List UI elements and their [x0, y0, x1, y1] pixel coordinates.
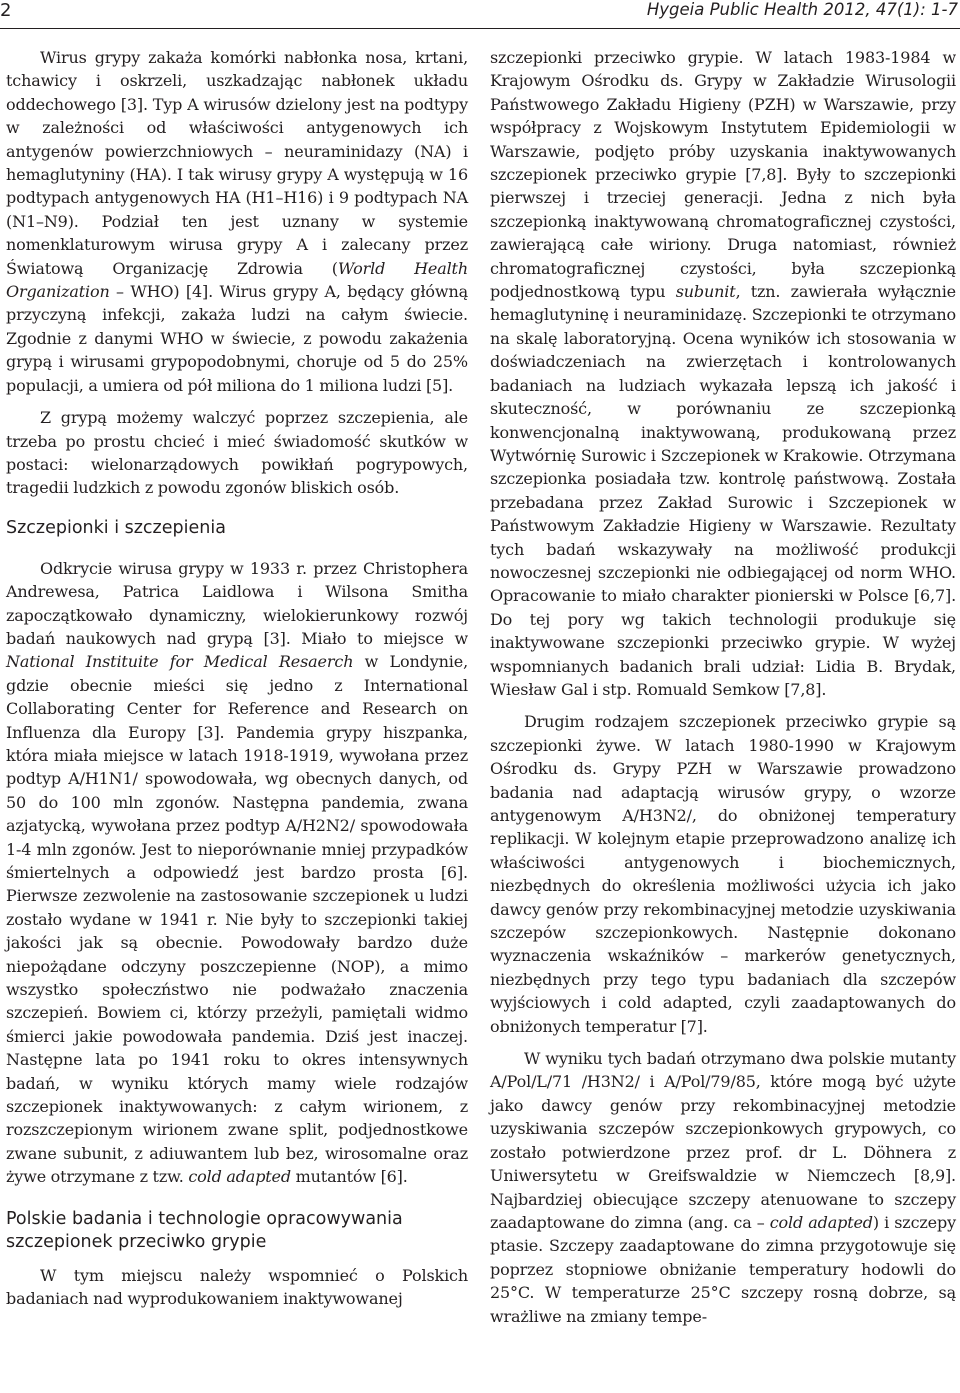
paragraph-inactivated-vaccines: szczepionki przeciwko grypie. W latach 1983-1984 w Krajowym Ośrodku ds. Grypy w Zakładzie Wirusologii Państwowego Zakładu Higieny (PZH) w Warszawie, przy współpracy z Wojskowym Instytutem Epidemiologii w Warszawie, podjęto próby uzyskania inaktywowanych szczepionek przeciwko grypie [7,8]. Były to szczepionki pierwszej i trzeciej generacji. Jedna z nich była szczepionką inaktywowaną chromatograficznej czystości, zawierającą całe wiriony. Druga natomiast, również chromatograficznej czystości, była szczepionką podjednostkową typu subunit, tzn. zawierała wyłącznie hemaglutyninę i neuraminidazę. Szczepionki te otrzymano na skalę laboratoryjną. Ocena wyników ich stosowania w doświadczeniach na zwierzętach i kontrolowanych badaniach na ludziach wykazała lepszą ich jakość i skuteczność, w porównaniu ze szczepionką konwencjonalną inaktywowaną, produkowaną przez Wytwórnię Surowic i Szczepionek w Krakowie. Otrzymana szczepionka posiadała tzw. kontrolę państwową. Została przebadana przez Zakład Surowic i Szczepionek w Państwowym Zakładzie Higieny w Warszawie. Rezultaty tych badań wskazywały na możliwość produkcji nowoczesnej szczepionki nie odbiegającej od norm WHO. Opracowanie to miało charakter pionierski w Polsce [6,7]. Do tej pory wg takich technologii produkuje się inaktywowane szczepionki przeciwko grypie. W wyżej wspomnianych badanich brali udział: Lidia B. Brydak, Wiesław Gal i stp. Romuald Semkow [7,8]. — [490, 48, 956, 699]
left-column — [6, 46, 468, 1311]
right-column — [490, 46, 956, 1328]
journal-citation: Hygeia Public Health 2012, 47(1): 1-7 — [646, 0, 958, 19]
paragraph-polish-mutants: W wyniku tych badań otrzymano dwa polskie mutanty A/Pol/L/71 /H3N2/ i A/Pol/79/85, które mogą być użyte jako dawcy genów przy rekombinacyjnej metodzie uzyskiwania szczepów szczepionkowych grypowych, co zostało potwierdzone przez prof. dr L. Döhnera z Uniwersytetu w Greifswaldzie w Niemczech [8,9]. Najbardziej obiecujące szczepy atenuowane to szczepy zaadaptowane do zimna (ang. ca – cold adapted) i szczepy ptasie. Szczepy zaadaptowane do zimna przygotowuje się poprzez stopniowe obniżanie temperatury hodowli do 25°C. W temperaturze 25°C szczepy rosną dobrze, są wrażliwe na zmiany tempe- — [490, 1049, 956, 1326]
page-number: 2 — [0, 0, 12, 21]
paragraph-polish-research-intro: W tym miejscu należy wspomnieć o Polskich badaniach nad wyprodukowaniem inaktywowanej — [6, 1265, 468, 1309]
paragraph-vaccine-history: Odkrycie wirusa grypy w 1933 r. przez Christophera Andrewesa, Patrica Laidlowa i Wilsona Smitha zapoczątkowało dynamiczny, wielokierunkowy rozwój badań naukowych nad grypą [3]. Miało to miejsce w National Instituite for Medical Resaerch w Londynie, gdzie obecnie mieści się jedno z International Collaborating Center for Reference and Research on Influenza dla Europy [3]. Pandemia grypy hiszpanka, która miała miejsce w latach 1918-1919, wywołana przez podtyp A/H1N1/ spowodowała, wg obecnych danych, od 50 do 100 mln zgonów. Następna pandemia, zwana azjatycką, wywołana przez podtyp A/H2N2/ spowodowała 1-4 mln zgonów. Jest to nieporównanie mniej przypadków śmiertelnych a odpowiedź jest bardzo prosta [6]. Pierwsze zezwolenie na zastosowanie szczepionek u ludzi zostało wydane w 1941 r. Nie były to szczepionki takiej jakości jak są obecnie. Powodowały bardzo duże niepożądane odczyny poszczepienne (NOP), a mimo wszystko społeczństwo nie podważało znaczenia szczepień. Bowiem ci, którzy przeżyli, pamiętali widmo śmierci jakie powodowała pandemia. Dziś jest inaczej. Następne lata po 1941 roku to okres intensywnych badań, w wyniku których mamy wiele rodzajów szczepionek inaktywowanych: z całym wirionem, z rozszczepionym wirionem zwane split, podjednostkowe zwane subunit, z adiuwantem lub bez, wirosomalne oraz żywe otrzymane z tzw. cold adapted mutantów [6]. — [6, 558, 469, 1187]
paragraph-influenza-virus: Wirus grypy zakaża komórki nabłonka nosa, krtani, tchawicy i oskrzeli, uszkadzając nabłonek układu oddechowego [3]. Typ A wirusów dzielony jest na podtypy w zależności od właściwości antygenowych ich antygenów powierzchniowych – neuraminidazy (NA) i hemaglutyniny (HA). I tak wirusy grypy A występują w 16 podtypach antygenowych HA (H1–H16) i 9 podtypach NA (N1–N9). Podział ten jest uznany w systemie nomenklaturowym wirusa grypy A i zalecany przez Światową Organizację Zdrowia (World Health Organization – WHO) [4]. Wirus grypy A, będący główną przyczyną infekcji, zakaża ludzi na całym świecie. Zgodnie z danymi WHO w świecie, z powodu zakażenia grypą i wirusami grypopodobnymi, choruje od 5 do 25% populacji, a umiera od pół miliona do 1 miliona ludzi [5]. — [6, 48, 468, 395]
paragraph-live-vaccines: Drugim rodzajem szczepionek przeciwko grypie są szczepionki żywe. W latach 1980-1990 w Krajowym Ośrodku ds. Grypy PZH w Warszawie prowadzono badania nad adaptacją wirusów grypy, o wzorze antygenowym A/H3N2/, do obniżonej temperatury replikacji. W kolejnym etapie przeprowadzono analizę ich właściwości antygenowych i biochemicznych, niezbędnych do określenia możliwości użycia ich jako dawcy genów przy rekombinacyjnej metodzie uzyskiwania szczepów szczepionkowych. Następnie dokonano wyznaczenia wskaźników – markerów genetycznych, niezbędnych przy tego typu badaniach dla szczepów wyjściowych i cold adapted, czyli zaadaptowanych do obniżonych temperatur [7]. — [490, 712, 956, 1036]
section-heading-vaccines: Szczepionki i szczepienia — [6, 517, 226, 538]
section-heading-polish-research: Polskie badania i technologie opracowywania szczepionek przeciwko grypie — [6, 1208, 403, 1252]
paragraph-vaccination-awareness: Z grypą możemy walczyć poprzez szczepienia, ale trzeba po prostu chcieć i mieć świadomość skutków w postaci: wielonarządowych powikłań pogrypowych, tragedii ludzkich z powodu zgonów bliskich osób. — [6, 408, 468, 498]
header-rule — [0, 28, 960, 29]
